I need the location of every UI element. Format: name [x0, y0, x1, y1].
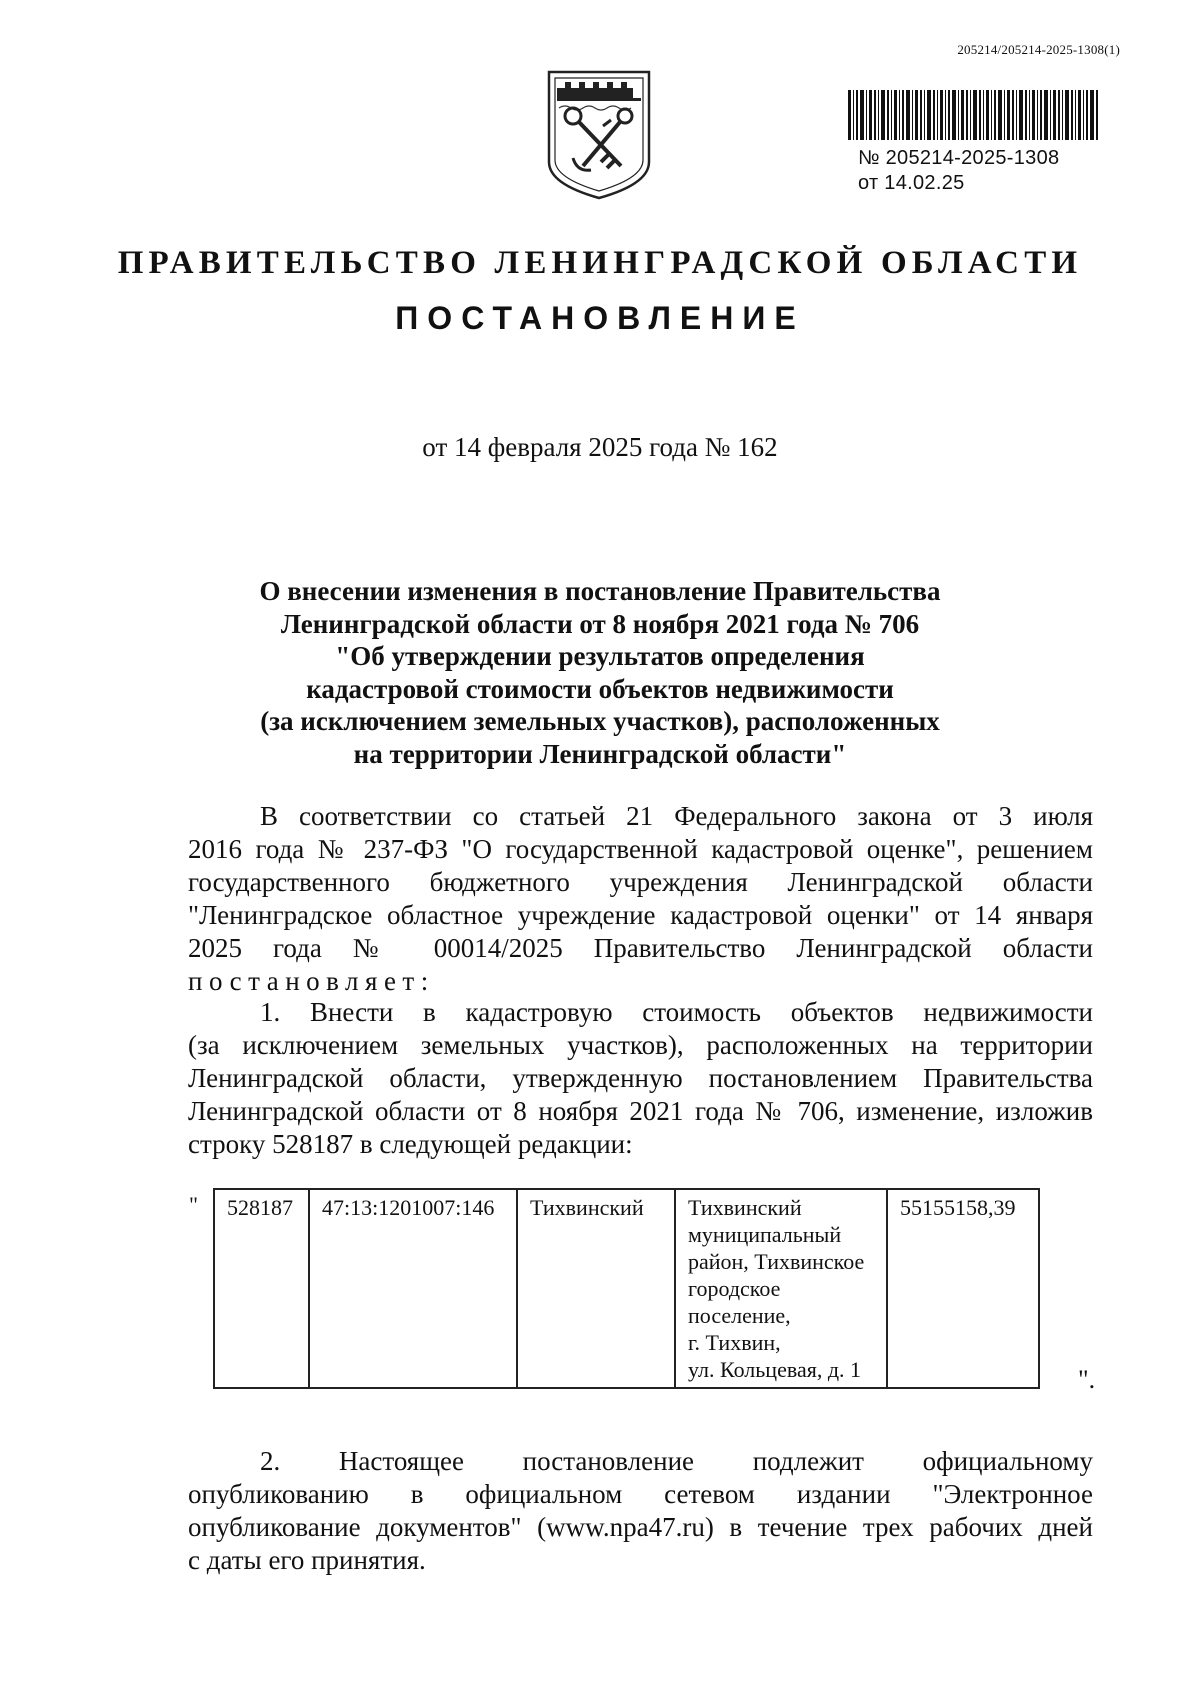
item-1-paragraph — [188, 996, 1093, 1161]
address-line: Тихвинский — [688, 1195, 802, 1220]
document-type-heading: ПОСТАНОВЛЕНИЕ — [395, 300, 805, 336]
district-cell: Тихвинский — [517, 1189, 675, 1388]
paragraph-line: государственного бюджетного учреждения Ленинградской области — [188, 867, 1093, 897]
subject-line: О внесении изменения в постановление Правительства — [259, 576, 941, 606]
cadastral-value-cell: 55155158,39 — [887, 1189, 1039, 1388]
address-cell — [675, 1189, 887, 1388]
government-title: ПРАВИТЕЛЬСТВО ЛЕНИНГРАДСКОЙ ОБЛАСТИ — [117, 245, 1083, 281]
paragraph-line: опубликованию в официальном сетевом издании "Электронное — [188, 1479, 1093, 1509]
paragraph-line: 2016 года № 237-ФЗ "О государственной кадастровой оценке", решением — [188, 834, 1093, 864]
paragraph-line: 1. Внести в кадастровую стоимость объектов недвижимости — [260, 997, 1093, 1027]
paragraph-line: 2. Настоящее постановление подлежит официальному — [260, 1446, 1093, 1476]
address-line: городское — [688, 1276, 781, 1301]
paragraph-line: (за исключением земельных участков), расположенных на территории — [188, 1030, 1093, 1060]
cadastral-value-table — [213, 1188, 1040, 1389]
address-line: район, Тихвинское — [688, 1249, 865, 1274]
document-tracking-code: 205214/205214-2025-1308(1) — [957, 42, 1120, 57]
address-line: муниципальный — [688, 1222, 842, 1247]
address-line: ул. Кольцевая, д. 1 — [688, 1357, 862, 1382]
cadastral-number-cell: 47:13:1201007:146 — [309, 1189, 517, 1388]
registration-number: № 205214-2025-1308 — [858, 147, 1060, 169]
table-open-quote: " — [189, 1192, 198, 1217]
row-number-cell: 528187 — [214, 1189, 309, 1388]
decrees-word: постановляет: — [188, 966, 435, 996]
barcode-icon — [848, 90, 1098, 140]
paragraph-line: опубликование документов" (www.npa47.ru) в течение трех рабочих дней — [188, 1512, 1093, 1542]
subject-line: на территории Ленинградской области" — [353, 738, 847, 769]
subject-line: (за исключением земельных участков), расположенных — [260, 706, 940, 736]
address-line: г. Тихвин, — [688, 1330, 781, 1355]
paragraph-line: строку 528187 в следующей редакции: — [188, 1129, 633, 1159]
preamble-paragraph — [188, 800, 1093, 965]
document-date-number: от 14 февраля 2025 года № 162 — [422, 432, 778, 462]
table-close-quote: ". — [1078, 1365, 1096, 1394]
paragraph-line: с даты его принятия. — [188, 1545, 426, 1575]
table-row — [214, 1189, 1039, 1388]
document-subject — [190, 575, 1010, 770]
registration-date: от 14.02.25 — [858, 172, 965, 194]
coat-of-arms-icon — [543, 66, 655, 202]
paragraph-line: Ленинградской области от 8 ноября 2021 года № 706, изменение, изложив — [188, 1096, 1093, 1126]
paragraph-line: Ленинградской области, утвержденную постановлением Правительства — [188, 1063, 1093, 1093]
address-line: поселение, — [688, 1303, 791, 1328]
paragraph-line: 2025 года № 00014/2025 Правительство Ленинградской области — [188, 933, 1093, 963]
item-2-paragraph — [188, 1445, 1093, 1577]
paragraph-line: "Ленинградское областное учреждение кадастровой оценки" от 14 января — [188, 900, 1093, 930]
subject-line: "Об утверждении результатов определения — [335, 641, 865, 671]
paragraph-line: В соответствии со статьей 21 Федерального закона от 3 июля — [260, 801, 1093, 831]
subject-line: кадастровой стоимости объектов недвижимости — [306, 673, 894, 704]
subject-line: Ленинградской области от 8 ноября 2021 года № 706 — [280, 608, 920, 639]
